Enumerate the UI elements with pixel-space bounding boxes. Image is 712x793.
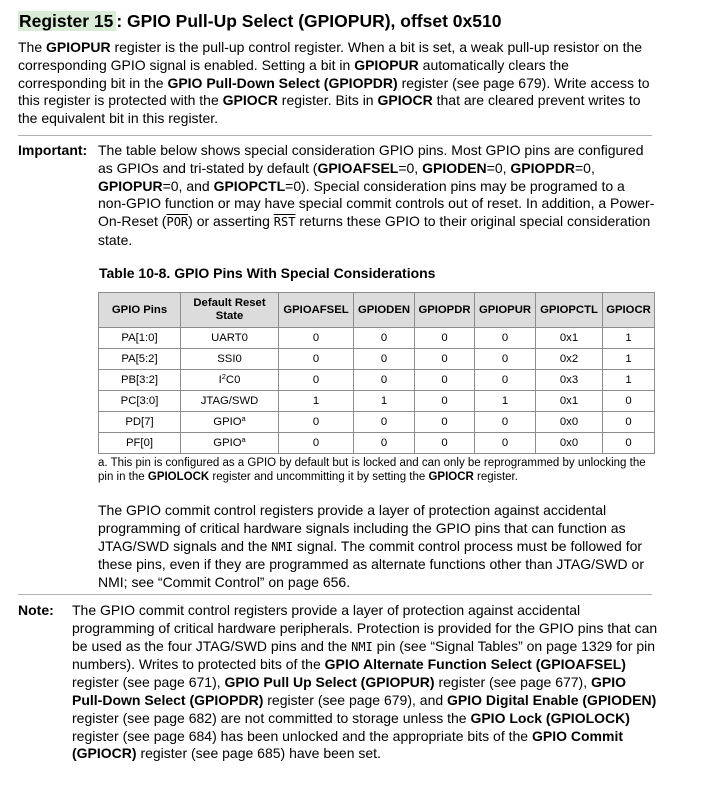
cell-state: GPIO$^a$ — [181, 412, 279, 433]
important-paragraph: The table below shows special consideration GPIO pins. Most GPIO pins are configured as GPIOs and tri-stated by default (GPIOAFSEL=0, GPIODEN=0, GPIOPDR=0, GPIOPUR=0, and GPIOPCTL=0). Special consideration pins may be programed to a non-GPIO function or may have special commit controls out of reset. In addition, a Power-On-Reset $(\overline{POR})$ or asserting $\overline{RST}$ returns these GPIO to their original special consideration state. — [98, 142, 655, 248]
nmi-signal: NMI — [351, 639, 373, 654]
cell-pin: PB[3:2] — [99, 370, 181, 391]
cell-den: 0 — [354, 370, 415, 391]
commit-paragraph: The GPIO commit control registers provide a layer of protection against accidental programming of critical hardware signals including the GPIO pins that can function as JTAG/SWD signals and the NMI signal. The commit control process must be followed for these pins, even if they are programmed as alternate functions other than JTAG/SWD or NMI; see “Commit Control” on page 656. — [98, 502, 645, 591]
por-signal: $\overline{POR}$ — [166, 215, 189, 230]
cell-cr: 1 — [603, 349, 655, 370]
cell-pur: 0 — [475, 433, 536, 454]
cell-den: 0 — [354, 412, 415, 433]
cell-pin: PA[1:0] — [99, 328, 181, 349]
cell-den: 0 — [354, 349, 415, 370]
col-header: GPIOCR — [603, 293, 655, 328]
important-label: Important: — [18, 142, 88, 158]
register-number-highlight: Register 15 — [18, 11, 116, 31]
cell-pctl: 0x0 — [536, 412, 603, 433]
cell-pur: 0 — [475, 412, 536, 433]
cell-den: 0 — [354, 328, 415, 349]
col-header: GPIOPDR — [415, 293, 475, 328]
cell-pctl: 0x0 — [536, 433, 603, 454]
cell-den: 1 — [354, 391, 415, 412]
register-heading: Register 15 : GPIO Pull-Up Select (GPIOPUR), offset 0x510 — [19, 11, 502, 31]
table-footnote: a. This pin is configured as a GPIO by default but is locked and can only be reprogrammed by unlocking the pin in the GPIOLOCK register and uncommitting it by setting the GPIOCR register. — [98, 457, 646, 483]
gpio-special-pins-table — [98, 292, 655, 454]
cell-afsel: 0 — [279, 349, 354, 370]
cell-pin: PF[0] — [99, 433, 181, 454]
rst-signal: $\overline{RST}$ — [273, 215, 296, 230]
cell-state: UART0 — [181, 328, 279, 349]
cell-pin: PA[5:2] — [99, 349, 181, 370]
cell-den: 0 — [354, 433, 415, 454]
table-row — [99, 370, 655, 391]
cell-cr: 1 — [603, 328, 655, 349]
cell-afsel: 0 — [279, 370, 354, 391]
cell-afsel: 0 — [279, 328, 354, 349]
cell-pdr: 0 — [415, 328, 475, 349]
cell-pdr: 0 — [415, 370, 475, 391]
table-header-row — [99, 293, 655, 328]
cell-pur: 0 — [475, 328, 536, 349]
cell-pur: 1 — [475, 391, 536, 412]
cell-pctl: 0x1 — [536, 391, 603, 412]
cell-afsel: 1 — [279, 391, 354, 412]
col-header: GPIODEN — [354, 293, 415, 328]
cell-cr: 1 — [603, 370, 655, 391]
table-row — [99, 349, 655, 370]
cell-pdr: 0 — [415, 349, 475, 370]
note-label: Note: — [18, 602, 54, 618]
col-header: Default Reset State — [181, 293, 279, 328]
cell-pdr: 0 — [415, 433, 475, 454]
cell-pdr: 0 — [415, 412, 475, 433]
col-header: GPIOAFSEL — [279, 293, 354, 328]
table-row — [99, 328, 655, 349]
col-header: GPIOPUR — [475, 293, 536, 328]
table-row — [99, 433, 655, 454]
cell-cr: 0 — [603, 391, 655, 412]
cell-state: $I^2C0$ — [181, 370, 279, 391]
cell-pdr: 0 — [415, 391, 475, 412]
cell-pctl: 0x3 — [536, 370, 603, 391]
note-paragraph: The GPIO commit control registers provide a layer of protection against accidental programming of critical hardware peripherals. Protection is provided for the GPIO pins that can be used as the four JTAG/SWD pins and the NMI pin (see “Signal Tables” on page 1329 for pin numbers). Writes to protected bits of the GPIO Alternate Function Select (GPIOAFSEL) register (see page 671), GPIO Pull Up Select (GPIOPUR) register (see page 677), GPIO Pull-Down Select (GPIOPDR) register (see page 679), and GPIO Digital Enable (GPIODEN) register (see page 682) are not committed to storage unless the GPIO Lock (GPIOLOCK) register (see page 684) has been unlocked and the appropriate bits of the GPIO Commit (GPIOCR) register (see page 685) have been set. — [72, 602, 658, 762]
cell-state: JTAG/SWD — [181, 391, 279, 412]
footnote-ref: a — [241, 434, 246, 444]
table-row — [99, 391, 655, 412]
table-row — [99, 412, 655, 433]
divider-bottom — [18, 594, 652, 595]
col-header: GPIOPCTL — [536, 293, 603, 328]
cell-pctl: 0x2 — [536, 349, 603, 370]
footnote-ref: a — [241, 413, 246, 423]
cell-cr: 0 — [603, 412, 655, 433]
cell-afsel: 0 — [279, 412, 354, 433]
cell-afsel: 0 — [279, 433, 354, 454]
cell-state: GPIO$^a$ — [181, 433, 279, 454]
table-caption: Table 10-8. GPIO Pins With Special Considerations — [99, 265, 436, 281]
divider-top — [18, 135, 652, 136]
cell-cr: 0 — [603, 433, 655, 454]
intro-paragraph: The GPIOPUR register is the pull-up control register. When a bit is set, a weak pull-up resistor on the corresponding GPIO signal is enabled. Setting a bit in GPIOPUR automatically clears the corresponding bit in the GPIO Pull-Down Select (GPIOPDR) register (see page 679). Write access to this register is protected with the GPIOCR register. Bits in GPIOCR that are cleared prevent writes to the equivalent bit in this register. — [18, 39, 650, 127]
cell-state: SSI0 — [181, 349, 279, 370]
cell-pur: 0 — [475, 349, 536, 370]
cell-pin: PD[7] — [99, 412, 181, 433]
cell-pur: 0 — [475, 370, 536, 391]
cell-pctl: 0x1 — [536, 328, 603, 349]
cell-pin: PC[3:0] — [99, 391, 181, 412]
nmi-signal: NMI — [271, 539, 293, 554]
col-header: GPIO Pins — [99, 293, 181, 328]
